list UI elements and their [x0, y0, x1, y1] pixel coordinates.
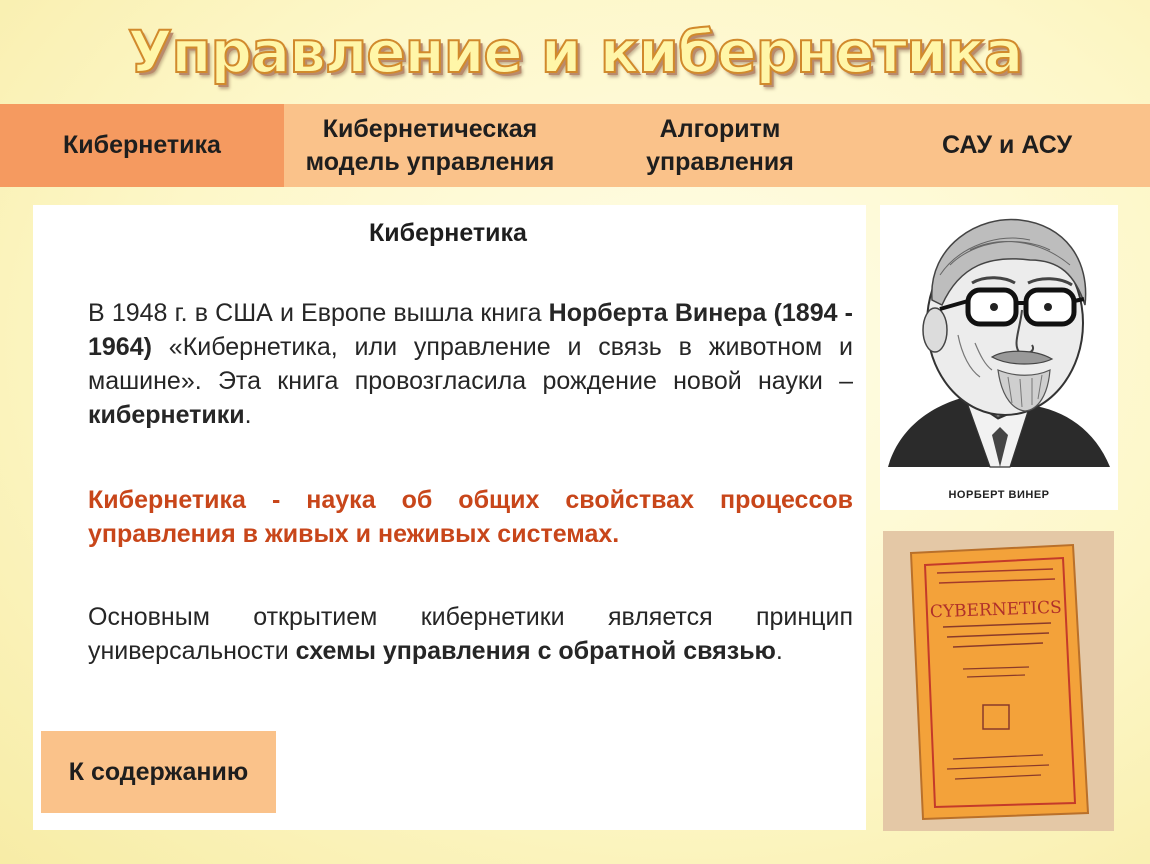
cybernetics-book-photo: [883, 531, 1114, 831]
wiener-portrait: [880, 205, 1118, 510]
portrait-drawing: [880, 205, 1118, 485]
portrait-caption: НОРБЕРТ ВИНЕР: [948, 489, 1050, 501]
book-cover-title: CYBERNETICS: [929, 597, 1063, 623]
definition-paragraph: Кибернетика - наука об общих свойствах процессов управления в живых и неживых системах.: [88, 486, 853, 548]
tab-label: Алгоритм: [659, 114, 781, 143]
tab-label: Кибернетическая: [322, 114, 538, 143]
text-run: В 1948 г. в США и Европе вышла книга: [88, 299, 549, 327]
feedback-scheme-term: схемы управления с обратной связью: [295, 637, 776, 665]
tab-label: Кибернетика: [63, 131, 221, 159]
intro-paragraph: [88, 296, 853, 432]
tab-label: САУ и АСУ: [941, 131, 1073, 159]
author-name: Норберта Винера (1894 - 1964): [88, 299, 853, 361]
text-run: .: [775, 637, 783, 665]
section-title: Кибернетика: [369, 219, 527, 247]
tab-bar: [0, 104, 1150, 187]
slide-title: Управление и кибернетика: [127, 18, 1023, 86]
tab-cybernetic-model[interactable]: [284, 104, 576, 187]
tab-control-algorithm[interactable]: [576, 104, 864, 187]
tab-cybernetics[interactable]: [0, 104, 284, 187]
text-run: «Кибернетика, или управление и связь в животном и машине». Эта книга провозгласила рождение новой науки –: [88, 333, 853, 395]
text-run: Основным открытием кибернетики является принцип универсальности: [88, 603, 853, 665]
book-illustration: [883, 531, 1114, 831]
text-run: .: [244, 401, 252, 429]
tab-sau-asu[interactable]: [864, 104, 1150, 187]
term-cybernetics: кибернетики: [88, 401, 245, 429]
contents-button[interactable]: К содержанию: [41, 731, 276, 813]
discovery-paragraph: [88, 600, 853, 668]
tab-label: управления: [646, 147, 794, 176]
tab-label: модель управления: [305, 147, 555, 176]
